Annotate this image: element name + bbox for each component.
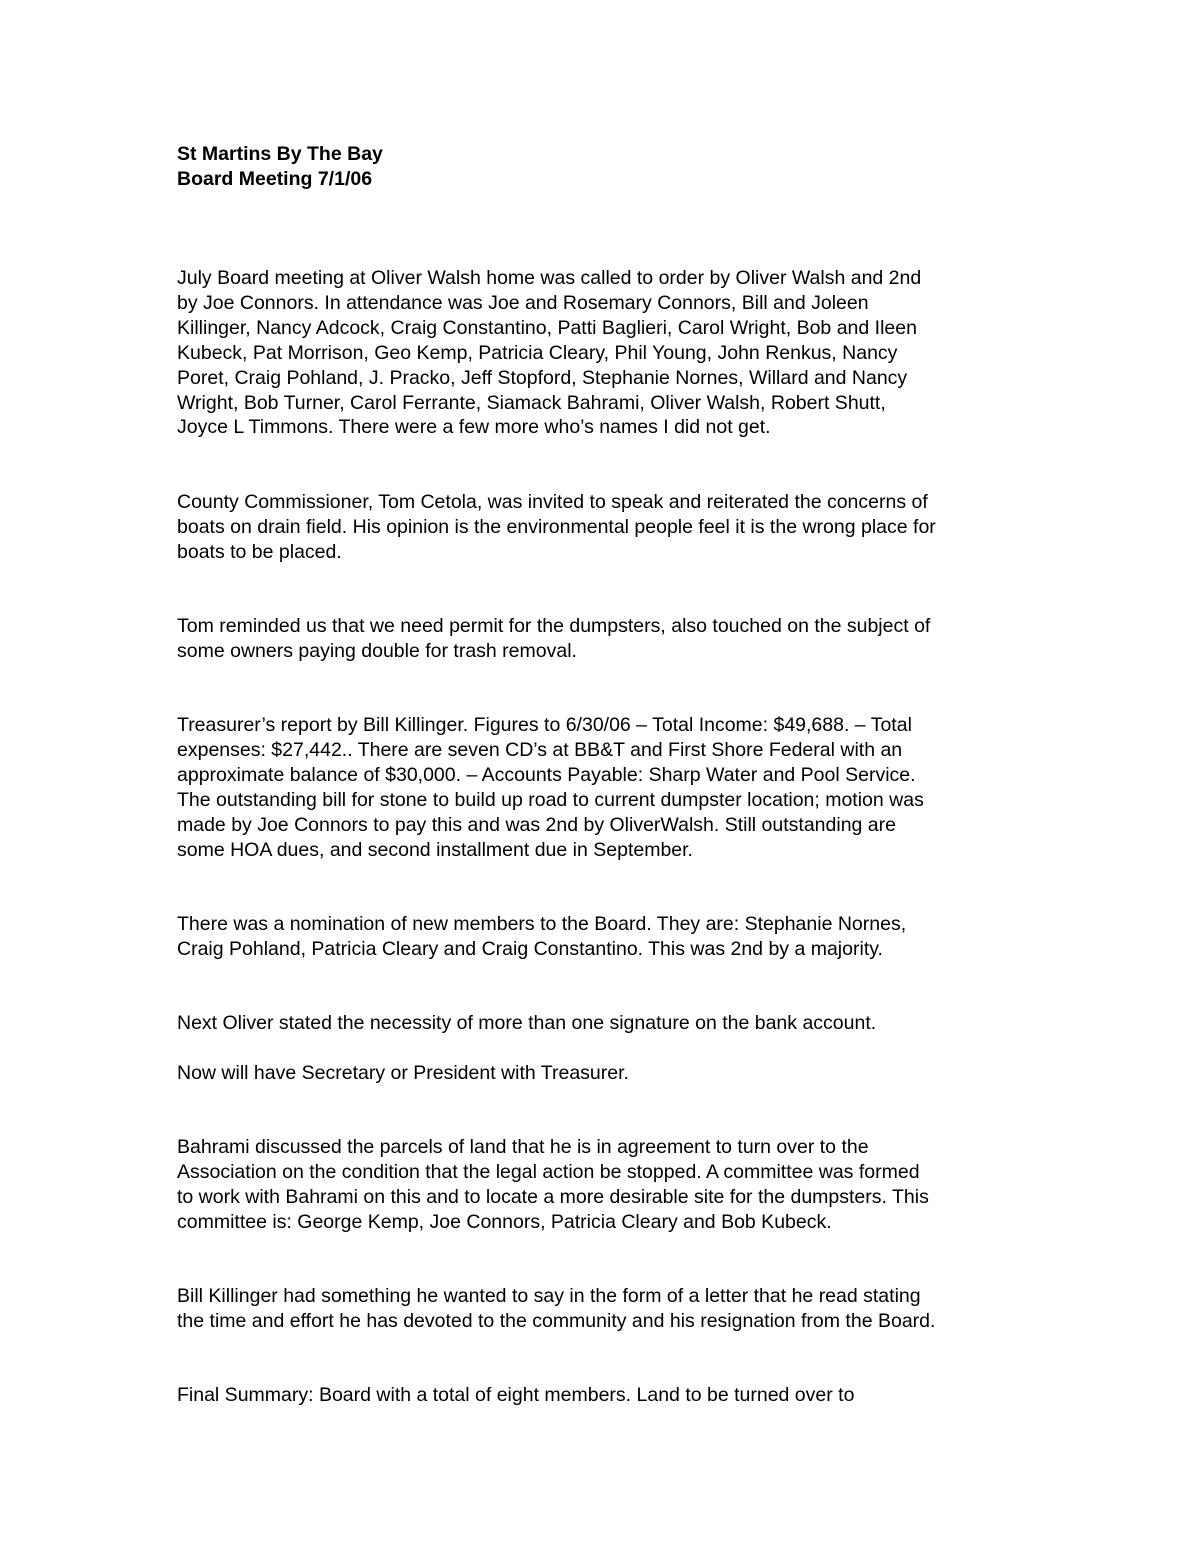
text-line: The outstanding bill for stone to build up road to current dumpster location; motion was bbox=[177, 788, 924, 811]
text-line: Tom reminded us that we need permit for the dumpsters, also touched on the subject of bbox=[177, 615, 931, 637]
text-line: Killinger, Nancy Adcock, Craig Constantino, Patti Baglieri, Carol Wright, Bob and Ileen bbox=[177, 316, 917, 339]
paragraph-dumpster-permit bbox=[177, 614, 1037, 664]
text-line: Treasurer’s report by Bill Killinger. Figures to 6/30/06 – Total Income: $49,688. – Total bbox=[177, 714, 912, 736]
text-line: boats to be placed. bbox=[177, 540, 342, 563]
text-line: made by Joe Connors to pay this and was 2nd by OliverWalsh. Still outstanding are bbox=[177, 813, 896, 836]
document-header bbox=[177, 142, 383, 192]
paragraph-resignation bbox=[177, 1284, 1037, 1334]
text-line: committee is: George Kemp, Joe Connors, Patricia Cleary and Bob Kubeck. bbox=[177, 1210, 832, 1233]
text-line: expenses: $27,442.. There are seven CD’s at BB&T and First Shore Federal with an bbox=[177, 738, 903, 761]
paragraph-attendance bbox=[177, 266, 1037, 440]
text-line: County Commissioner, Tom Cetola, was invited to speak and reiterated the concerns of bbox=[177, 491, 928, 513]
text-line: approximate balance of $30,000. – Accounts Payable: Sharp Water and Pool Service. bbox=[177, 763, 916, 786]
text-line: Next Oliver stated the necessity of more than one signature on the bank account. bbox=[177, 1012, 877, 1034]
text-line: Craig Pohland, Patricia Cleary and Craig Constantino. This was 2nd by a majority. bbox=[177, 937, 883, 960]
text-line: Poret, Craig Pohland, J. Pracko, Jeff Stopford, Stephanie Nornes, Willard and Nancy bbox=[177, 366, 908, 389]
document-title: St Martins By The Bay bbox=[177, 143, 383, 165]
text-line: Now will have Secretary or President with Treasurer. bbox=[177, 1062, 629, 1084]
paragraph-nominations bbox=[177, 912, 1037, 962]
document-subtitle: Board Meeting 7/1/06 bbox=[177, 168, 373, 190]
text-line: Association on the condition that the legal action be stopped. A committee was formed bbox=[177, 1160, 920, 1183]
paragraph-final-summary bbox=[177, 1383, 1037, 1408]
text-line: the time and effort he has devoted to the community and his resignation from the Board. bbox=[177, 1309, 936, 1332]
text-line: There was a nomination of new members to the Board. They are: Stephanie Nornes, bbox=[177, 913, 907, 935]
text-line: Bahrami discussed the parcels of land that he is in agreement to turn over to the bbox=[177, 1136, 869, 1158]
text-line: some HOA dues, and second installment due in September. bbox=[177, 838, 693, 861]
text-line: to work with Bahrami on this and to locate a more desirable site for the dumpsters. This bbox=[177, 1185, 929, 1208]
text-line: some owners paying double for trash removal. bbox=[177, 639, 577, 662]
text-line: by Joe Connors. In attendance was Joe and Rosemary Connors, Bill and Joleen bbox=[177, 291, 869, 314]
text-line: Final Summary: Board with a total of eight members. Land to be turned over to bbox=[177, 1384, 855, 1406]
text-line: July Board meeting at Oliver Walsh home was called to order by Oliver Walsh and 2nd bbox=[177, 267, 922, 289]
paragraph-treasurer-report bbox=[177, 713, 1037, 862]
paragraph-treasurer-signers bbox=[177, 1061, 1037, 1086]
paragraph-commissioner bbox=[177, 490, 1037, 565]
paragraph-signature bbox=[177, 1011, 1037, 1036]
text-line: Bill Killinger had something he wanted to say in the form of a letter that he read stating bbox=[177, 1285, 921, 1307]
text-line: Wright, Bob Turner, Carol Ferrante, Siamack Bahrami, Oliver Walsh, Robert Shutt, bbox=[177, 391, 886, 414]
text-line: Kubeck, Pat Morrison, Geo Kemp, Patricia Cleary, Phil Young, John Renkus, Nancy bbox=[177, 341, 898, 364]
paragraph-land-committee bbox=[177, 1135, 1037, 1235]
text-line: Joyce L Timmons. There were a few more who’s names I did not get. bbox=[177, 416, 771, 439]
text-line: boats on drain field. His opinion is the environmental people feel it is the wrong place for bbox=[177, 515, 936, 538]
